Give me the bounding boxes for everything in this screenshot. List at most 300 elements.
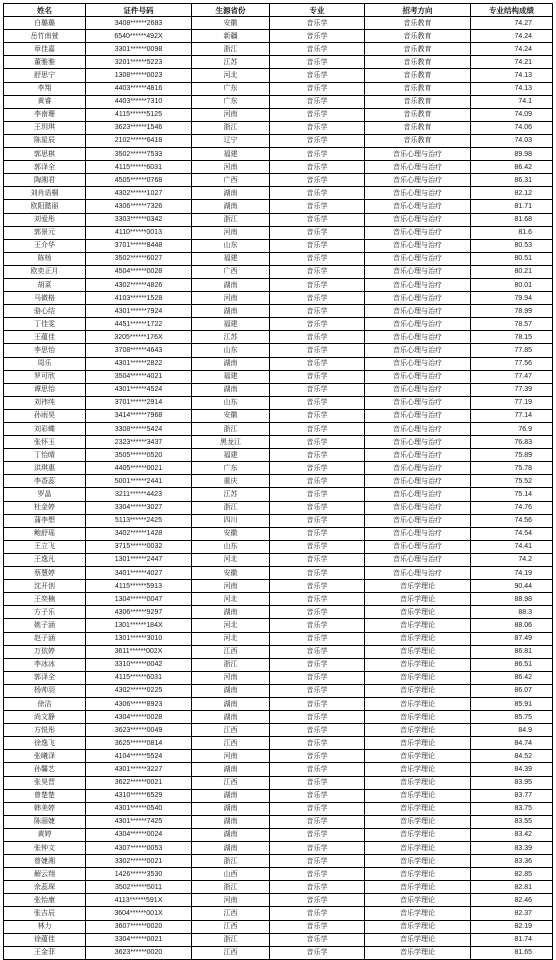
cell-direction: 音乐教育 bbox=[365, 43, 471, 56]
cell-direction: 音乐学理论 bbox=[365, 920, 471, 933]
cell-direction: 音乐学理论 bbox=[365, 697, 471, 710]
cell-direction: 音乐教育 bbox=[365, 30, 471, 43]
cell-name: 刘肖语桐 bbox=[4, 187, 86, 200]
table-row bbox=[4, 632, 553, 645]
cell-province: 广西 bbox=[192, 174, 270, 187]
cell-score: 86.07 bbox=[471, 684, 553, 697]
cell-major: 音乐学 bbox=[270, 69, 365, 82]
cell-name: 王金菲 bbox=[4, 946, 86, 959]
cell-id-number: 4103******1528 bbox=[86, 292, 192, 305]
cell-province: 福建 bbox=[192, 449, 270, 462]
table-row bbox=[4, 750, 553, 763]
cell-id-number: 3304******3027 bbox=[86, 501, 192, 514]
cell-major: 音乐学 bbox=[270, 750, 365, 763]
cell-name: 解云翔 bbox=[4, 868, 86, 881]
cell-score: 83.42 bbox=[471, 828, 553, 841]
table-row bbox=[4, 606, 553, 619]
cell-province: 黑龙江 bbox=[192, 436, 270, 449]
cell-id-number: 3604******001X bbox=[86, 907, 192, 920]
cell-score: 75.89 bbox=[471, 449, 553, 462]
cell-major: 音乐学 bbox=[270, 946, 365, 959]
table-body bbox=[4, 17, 553, 960]
cell-direction: 音乐学理论 bbox=[365, 737, 471, 750]
cell-id-number: 4301******7425 bbox=[86, 815, 192, 828]
cell-direction: 音乐心理与治疗 bbox=[365, 436, 471, 449]
table-row bbox=[4, 567, 553, 580]
table-row bbox=[4, 881, 553, 894]
table-row bbox=[4, 868, 553, 881]
cell-name: 罗晶 bbox=[4, 488, 86, 501]
cell-province: 湖南 bbox=[192, 763, 270, 776]
cell-direction: 音乐心理与治疗 bbox=[365, 462, 471, 475]
cell-direction: 音乐心理与治疗 bbox=[365, 305, 471, 318]
table-row bbox=[4, 174, 553, 187]
cell-score: 76.9 bbox=[471, 423, 553, 436]
cell-province: 河北 bbox=[192, 69, 270, 82]
cell-score: 77.14 bbox=[471, 409, 553, 422]
cell-name: 杜金婷 bbox=[4, 501, 86, 514]
cell-major: 音乐学 bbox=[270, 252, 365, 265]
cell-province: 江苏 bbox=[192, 56, 270, 69]
cell-score: 74.24 bbox=[471, 43, 553, 56]
cell-score: 84.52 bbox=[471, 750, 553, 763]
cell-major: 音乐学 bbox=[270, 17, 365, 30]
cell-name: 白璐璐 bbox=[4, 17, 86, 30]
cell-id-number: 3304******0021 bbox=[86, 933, 192, 946]
cell-name: 张怀玉 bbox=[4, 436, 86, 449]
cell-major: 音乐学 bbox=[270, 239, 365, 252]
table-row bbox=[4, 776, 553, 789]
table-row bbox=[4, 828, 553, 841]
header-id-number: 证件号码 bbox=[86, 4, 192, 17]
table-row bbox=[4, 213, 553, 226]
cell-major: 音乐学 bbox=[270, 213, 365, 226]
cell-direction: 音乐心理与治疗 bbox=[365, 488, 471, 501]
cell-score: 74.76 bbox=[471, 501, 553, 514]
cell-score: 84.9 bbox=[471, 724, 553, 737]
cell-direction: 音乐学理论 bbox=[365, 671, 471, 684]
cell-province: 湖南 bbox=[192, 697, 270, 710]
cell-major: 音乐学 bbox=[270, 842, 365, 855]
cell-direction: 音乐学理论 bbox=[365, 802, 471, 815]
cell-direction: 音乐心理与治疗 bbox=[365, 475, 471, 488]
cell-name: 刘爱彤 bbox=[4, 213, 86, 226]
table-row bbox=[4, 645, 553, 658]
cell-name: 李冰冰 bbox=[4, 658, 86, 671]
cell-id-number: 3623******0020 bbox=[86, 946, 192, 959]
cell-id-number: 3623******0049 bbox=[86, 724, 192, 737]
cell-major: 音乐学 bbox=[270, 436, 365, 449]
cell-major: 音乐学 bbox=[270, 462, 365, 475]
cell-score: 75.78 bbox=[471, 462, 553, 475]
cell-direction: 音乐心理与治疗 bbox=[365, 239, 471, 252]
cell-direction: 音乐心理与治疗 bbox=[365, 200, 471, 213]
cell-id-number: 3502******6027 bbox=[86, 252, 192, 265]
cell-id-number: 3201******5223 bbox=[86, 56, 192, 69]
cell-score: 84.39 bbox=[471, 763, 553, 776]
cell-id-number: 3402******1428 bbox=[86, 527, 192, 540]
cell-score: 78.99 bbox=[471, 305, 553, 318]
cell-major: 音乐学 bbox=[270, 292, 365, 305]
cell-name: 赵子涵 bbox=[4, 632, 86, 645]
cell-score: 85.75 bbox=[471, 711, 553, 724]
cell-name: 姚子涵 bbox=[4, 619, 86, 632]
table-row bbox=[4, 658, 553, 671]
cell-major: 音乐学 bbox=[270, 868, 365, 881]
cell-province: 辽宁 bbox=[192, 134, 270, 147]
cell-major: 音乐学 bbox=[270, 881, 365, 894]
table-row bbox=[4, 815, 553, 828]
cell-id-number: 5113******2425 bbox=[86, 514, 192, 527]
table-row bbox=[4, 239, 553, 252]
cell-score: 83.39 bbox=[471, 842, 553, 855]
cell-direction: 音乐教育 bbox=[365, 82, 471, 95]
cell-province: 河南 bbox=[192, 750, 270, 763]
cell-name: 郭泽全 bbox=[4, 161, 86, 174]
cell-direction: 音乐心理与治疗 bbox=[365, 370, 471, 383]
cell-province: 湖南 bbox=[192, 357, 270, 370]
cell-direction: 音乐心理与治疗 bbox=[365, 449, 471, 462]
cell-direction: 音乐学理论 bbox=[365, 606, 471, 619]
cell-major: 音乐学 bbox=[270, 606, 365, 619]
cell-id-number: 2323******3437 bbox=[86, 436, 192, 449]
cell-province: 福建 bbox=[192, 318, 270, 331]
cell-direction: 音乐心理与治疗 bbox=[365, 318, 471, 331]
table-row bbox=[4, 148, 553, 161]
cell-direction: 音乐学理论 bbox=[365, 894, 471, 907]
cell-province: 浙江 bbox=[192, 855, 270, 868]
cell-province: 福建 bbox=[192, 370, 270, 383]
cell-province: 浙江 bbox=[192, 423, 270, 436]
table-row bbox=[4, 134, 553, 147]
cell-id-number: 4403******7310 bbox=[86, 95, 192, 108]
cell-direction: 音乐学理论 bbox=[365, 632, 471, 645]
cell-direction: 音乐心理与治疗 bbox=[365, 553, 471, 566]
cell-major: 音乐学 bbox=[270, 331, 365, 344]
cell-major: 音乐学 bbox=[270, 396, 365, 409]
cell-direction: 音乐学理论 bbox=[365, 828, 471, 841]
cell-score: 74.2 bbox=[471, 553, 553, 566]
table-row bbox=[4, 933, 553, 946]
header-name: 姓名 bbox=[4, 4, 86, 17]
cell-major: 音乐学 bbox=[270, 658, 365, 671]
cell-score: 74.56 bbox=[471, 514, 553, 527]
cell-score: 77.39 bbox=[471, 383, 553, 396]
cell-direction: 音乐学理论 bbox=[365, 933, 471, 946]
cell-id-number: 3211******4423 bbox=[86, 488, 192, 501]
cell-province: 湖南 bbox=[192, 606, 270, 619]
cell-id-number: 3701******2914 bbox=[86, 396, 192, 409]
cell-name: 黄睿 bbox=[4, 95, 86, 108]
cell-direction: 音乐心理与治疗 bbox=[365, 501, 471, 514]
cell-id-number: 4115******5125 bbox=[86, 108, 192, 121]
cell-province: 广东 bbox=[192, 462, 270, 475]
cell-score: 80.21 bbox=[471, 265, 553, 278]
cell-id-number: 1426******3530 bbox=[86, 868, 192, 881]
table-row bbox=[4, 946, 553, 959]
cell-major: 音乐学 bbox=[270, 776, 365, 789]
cell-name: 洪琪惠 bbox=[4, 462, 86, 475]
cell-direction: 音乐心理与治疗 bbox=[365, 423, 471, 436]
cell-score: 86.42 bbox=[471, 161, 553, 174]
cell-province: 河南 bbox=[192, 580, 270, 593]
cell-direction: 音乐心理与治疗 bbox=[365, 278, 471, 291]
cell-province: 浙江 bbox=[192, 121, 270, 134]
table-row bbox=[4, 684, 553, 697]
cell-id-number: 3302******0021 bbox=[86, 855, 192, 868]
cell-direction: 音乐心理与治疗 bbox=[365, 213, 471, 226]
cell-direction: 音乐心理与治疗 bbox=[365, 174, 471, 187]
cell-province: 安徽 bbox=[192, 567, 270, 580]
score-sheet bbox=[3, 3, 553, 960]
cell-score: 82.85 bbox=[471, 868, 553, 881]
cell-score: 76.83 bbox=[471, 436, 553, 449]
cell-name: 徐逸飞 bbox=[4, 737, 86, 750]
cell-direction: 音乐学理论 bbox=[365, 750, 471, 763]
header-row bbox=[4, 4, 553, 17]
cell-province: 江西 bbox=[192, 776, 270, 789]
cell-name: 陈杨 bbox=[4, 252, 86, 265]
table-row bbox=[4, 894, 553, 907]
cell-score: 84.74 bbox=[471, 737, 553, 750]
table-row bbox=[4, 737, 553, 750]
cell-name: 张昊晋 bbox=[4, 776, 86, 789]
cell-major: 音乐学 bbox=[270, 501, 365, 514]
cell-name: 李南珊 bbox=[4, 108, 86, 121]
cell-direction: 音乐学理论 bbox=[365, 763, 471, 776]
cell-name: 陶湘君 bbox=[4, 174, 86, 187]
cell-major: 音乐学 bbox=[270, 828, 365, 841]
cell-province: 江西 bbox=[192, 724, 270, 737]
cell-direction: 音乐心理与治疗 bbox=[365, 292, 471, 305]
cell-province: 河北 bbox=[192, 632, 270, 645]
cell-major: 音乐学 bbox=[270, 174, 365, 187]
cell-province: 山东 bbox=[192, 239, 270, 252]
header-major: 专业 bbox=[270, 4, 365, 17]
cell-province: 安徽 bbox=[192, 409, 270, 422]
cell-major: 音乐学 bbox=[270, 527, 365, 540]
table-row bbox=[4, 514, 553, 527]
cell-province: 湖南 bbox=[192, 711, 270, 724]
cell-direction: 音乐心理与治疗 bbox=[365, 331, 471, 344]
cell-score: 83.55 bbox=[471, 815, 553, 828]
cell-major: 音乐学 bbox=[270, 540, 365, 553]
cell-major: 音乐学 bbox=[270, 711, 365, 724]
table-row bbox=[4, 475, 553, 488]
cell-id-number: 4115******6031 bbox=[86, 161, 192, 174]
cell-name: 郭思棋 bbox=[4, 148, 86, 161]
cell-major: 音乐学 bbox=[270, 409, 365, 422]
cell-id-number: 3308******5424 bbox=[86, 423, 192, 436]
cell-name: 罗可欣 bbox=[4, 370, 86, 383]
cell-score: 88.06 bbox=[471, 619, 553, 632]
table-row bbox=[4, 43, 553, 56]
cell-score: 77.47 bbox=[471, 370, 553, 383]
cell-score: 81.68 bbox=[471, 213, 553, 226]
cell-direction: 音乐学理论 bbox=[365, 868, 471, 881]
cell-name: 郭景元 bbox=[4, 226, 86, 239]
cell-major: 音乐学 bbox=[270, 30, 365, 43]
cell-name: 方悦彤 bbox=[4, 724, 86, 737]
header-direction: 招考方向 bbox=[365, 4, 471, 17]
cell-id-number: 4110******0013 bbox=[86, 226, 192, 239]
cell-id-number: 4301******4524 bbox=[86, 383, 192, 396]
cell-major: 音乐学 bbox=[270, 43, 365, 56]
cell-name: 刘祎纯 bbox=[4, 396, 86, 409]
cell-major: 音乐学 bbox=[270, 593, 365, 606]
cell-direction: 音乐心理与治疗 bbox=[365, 540, 471, 553]
cell-major: 音乐学 bbox=[270, 553, 365, 566]
cell-province: 浙江 bbox=[192, 881, 270, 894]
cell-province: 河南 bbox=[192, 894, 270, 907]
cell-province: 广西 bbox=[192, 265, 270, 278]
table-row bbox=[4, 920, 553, 933]
cell-province: 山东 bbox=[192, 396, 270, 409]
cell-name: 林力 bbox=[4, 920, 86, 933]
table-row bbox=[4, 501, 553, 514]
cell-direction: 音乐学理论 bbox=[365, 593, 471, 606]
cell-id-number: 4115******6031 bbox=[86, 671, 192, 684]
cell-name: 张钟文 bbox=[4, 842, 86, 855]
cell-direction: 音乐心理与治疗 bbox=[365, 161, 471, 174]
table-row bbox=[4, 396, 553, 409]
cell-id-number: 4304******0024 bbox=[86, 828, 192, 841]
table-row bbox=[4, 108, 553, 121]
cell-major: 音乐学 bbox=[270, 580, 365, 593]
cell-province: 湖南 bbox=[192, 305, 270, 318]
cell-id-number: 4115******5913 bbox=[86, 580, 192, 593]
cell-province: 河南 bbox=[192, 161, 270, 174]
cell-province: 浙江 bbox=[192, 213, 270, 226]
cell-province: 福建 bbox=[192, 252, 270, 265]
cell-id-number: 4306******7326 bbox=[86, 200, 192, 213]
cell-province: 福建 bbox=[192, 148, 270, 161]
table-row bbox=[4, 436, 553, 449]
cell-id-number: 3310******0042 bbox=[86, 658, 192, 671]
table-row bbox=[4, 121, 553, 134]
table-row bbox=[4, 907, 553, 920]
cell-province: 湖南 bbox=[192, 815, 270, 828]
cell-province: 江西 bbox=[192, 737, 270, 750]
cell-province: 重庆 bbox=[192, 475, 270, 488]
cell-score: 75.52 bbox=[471, 475, 553, 488]
cell-id-number: 3607******0020 bbox=[86, 920, 192, 933]
cell-id-number: 1304******0047 bbox=[86, 593, 192, 606]
cell-province: 湖南 bbox=[192, 802, 270, 815]
cell-name: 李思怡 bbox=[4, 344, 86, 357]
cell-id-number: 4505******0768 bbox=[86, 174, 192, 187]
cell-id-number: 3625******0814 bbox=[86, 737, 192, 750]
cell-province: 湖南 bbox=[192, 187, 270, 200]
cell-province: 四川 bbox=[192, 514, 270, 527]
cell-name: 刘彩蝶 bbox=[4, 423, 86, 436]
cell-name: 杨帅羽 bbox=[4, 684, 86, 697]
cell-direction: 音乐学理论 bbox=[365, 881, 471, 894]
cell-direction: 音乐心理与治疗 bbox=[365, 409, 471, 422]
table-row bbox=[4, 56, 553, 69]
cell-major: 音乐学 bbox=[270, 305, 365, 318]
cell-score: 77.56 bbox=[471, 357, 553, 370]
cell-direction: 音乐心理与治疗 bbox=[365, 357, 471, 370]
table-row bbox=[4, 331, 553, 344]
cell-province: 河南 bbox=[192, 226, 270, 239]
cell-name: 万依婷 bbox=[4, 645, 86, 658]
cell-major: 音乐学 bbox=[270, 475, 365, 488]
table-row bbox=[4, 789, 553, 802]
cell-score: 78.57 bbox=[471, 318, 553, 331]
cell-major: 音乐学 bbox=[270, 121, 365, 134]
cell-direction: 音乐学理论 bbox=[365, 711, 471, 724]
cell-score: 81.6 bbox=[471, 226, 553, 239]
cell-major: 音乐学 bbox=[270, 697, 365, 710]
cell-name: 胡菜 bbox=[4, 278, 86, 291]
cell-id-number: 3502******5011 bbox=[86, 881, 192, 894]
cell-major: 音乐学 bbox=[270, 724, 365, 737]
cell-major: 音乐学 bbox=[270, 95, 365, 108]
cell-name: 李香蕊 bbox=[4, 475, 86, 488]
cell-province: 安徽 bbox=[192, 17, 270, 30]
cell-direction: 音乐学理论 bbox=[365, 580, 471, 593]
table-row bbox=[4, 305, 553, 318]
cell-id-number: 3301******0098 bbox=[86, 43, 192, 56]
cell-score: 75.14 bbox=[471, 488, 553, 501]
cell-score: 81.71 bbox=[471, 200, 553, 213]
table-row bbox=[4, 527, 553, 540]
cell-major: 音乐学 bbox=[270, 684, 365, 697]
cell-name: 董雅雅 bbox=[4, 56, 86, 69]
table-row bbox=[4, 265, 553, 278]
cell-id-number: 6540******492X bbox=[86, 30, 192, 43]
cell-name: 周乐 bbox=[4, 357, 86, 370]
cell-name: 王蕴佳 bbox=[4, 331, 86, 344]
table-row bbox=[4, 344, 553, 357]
cell-score: 86.42 bbox=[471, 671, 553, 684]
cell-name: 王奕楠 bbox=[4, 593, 86, 606]
cell-direction: 音乐学理论 bbox=[365, 815, 471, 828]
cell-major: 音乐学 bbox=[270, 763, 365, 776]
cell-id-number: 3303******0342 bbox=[86, 213, 192, 226]
cell-province: 河南 bbox=[192, 671, 270, 684]
cell-province: 河北 bbox=[192, 593, 270, 606]
cell-score: 86.31 bbox=[471, 174, 553, 187]
cell-name: 余蕊琛 bbox=[4, 881, 86, 894]
cell-score: 77.85 bbox=[471, 344, 553, 357]
cell-direction: 音乐学理论 bbox=[365, 724, 471, 737]
cell-score: 74.13 bbox=[471, 82, 553, 95]
cell-name: 欧阳懿丽 bbox=[4, 200, 86, 213]
table-row bbox=[4, 318, 553, 331]
cell-province: 湖南 bbox=[192, 278, 270, 291]
cell-direction: 音乐教育 bbox=[365, 134, 471, 147]
cell-score: 80.51 bbox=[471, 252, 553, 265]
cell-score: 83.36 bbox=[471, 855, 553, 868]
cell-id-number: 4451******1722 bbox=[86, 318, 192, 331]
cell-score: 87.49 bbox=[471, 632, 553, 645]
cell-major: 音乐学 bbox=[270, 894, 365, 907]
cell-id-number: 4302******0225 bbox=[86, 684, 192, 697]
cell-direction: 音乐心理与治疗 bbox=[365, 265, 471, 278]
cell-id-number: 4310******6529 bbox=[86, 789, 192, 802]
cell-major: 音乐学 bbox=[270, 488, 365, 501]
cell-province: 江苏 bbox=[192, 331, 270, 344]
cell-name: 王玥琪 bbox=[4, 121, 86, 134]
table-row bbox=[4, 357, 553, 370]
cell-id-number: 4306******8923 bbox=[86, 697, 192, 710]
cell-direction: 音乐心理与治疗 bbox=[365, 344, 471, 357]
cell-score: 74.24 bbox=[471, 30, 553, 43]
cell-name: 徐洁 bbox=[4, 697, 86, 710]
cell-id-number: 4304******0028 bbox=[86, 711, 192, 724]
